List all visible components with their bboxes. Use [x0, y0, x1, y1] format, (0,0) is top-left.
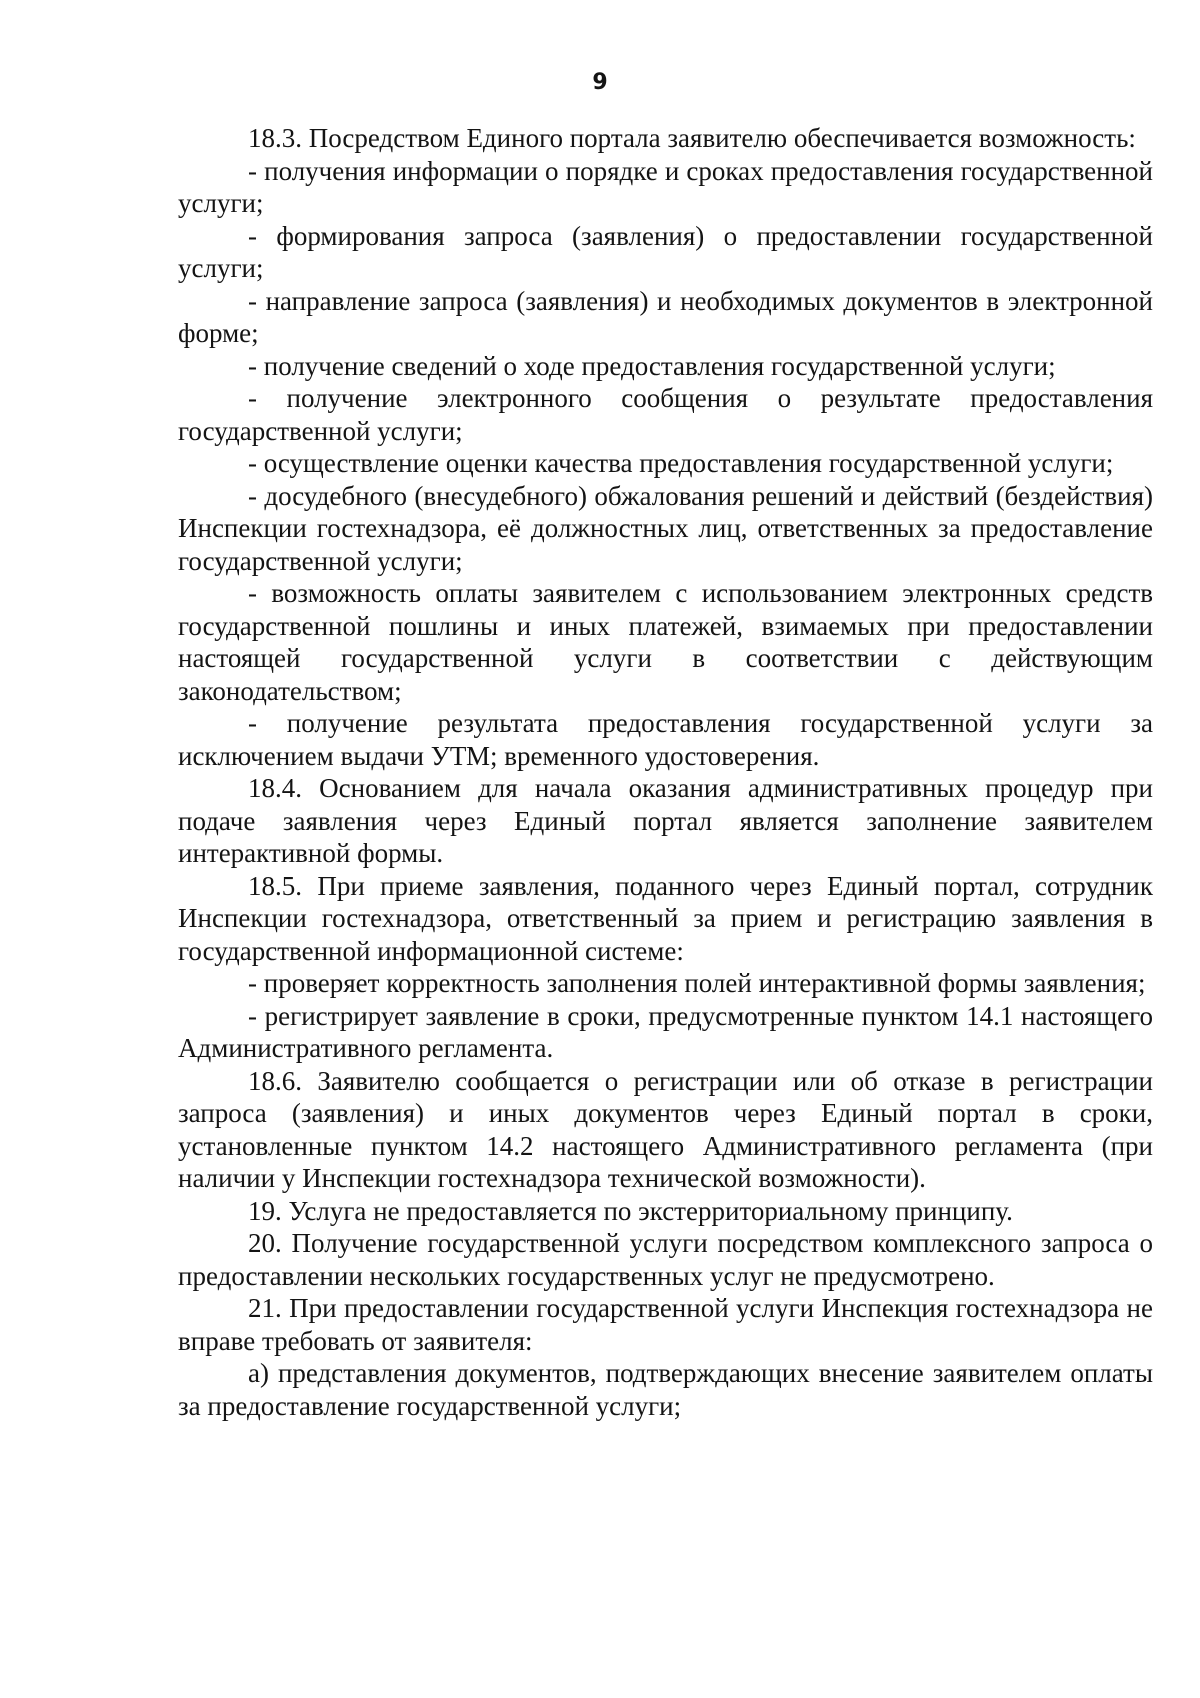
- list-item: - получение результата предоставления государственной услуги за исключением выдачи УТМ; временного удостоверения.: [178, 708, 1153, 771]
- list-item: - возможность оплаты заявителем с использованием электронных средств государственной пошлины и иных платежей, взимаемых при предоставлении настоящей государственной услуги в соответствии с действующим законодательством;: [178, 578, 1153, 706]
- list-item: - получение сведений о ходе предоставления государственной услуги;: [248, 350, 1056, 381]
- document-body: [178, 122, 1153, 1422]
- list-item: - направление запроса (заявления) и необходимых документов в электронной форме;: [178, 285, 1153, 348]
- list-item: а) представления документов, подтверждающих внесение заявителем оплаты за предоставление государственной услуги;: [178, 1358, 1153, 1421]
- list-item: - получение электронного сообщения о результате предоставления государственной услуги;: [178, 383, 1153, 446]
- list-item: - получения информации о порядке и сроках предоставления государственной услуги;: [178, 155, 1153, 218]
- list-item: - осуществление оценки качества предоставления государственной услуги;: [248, 448, 1114, 478]
- list-item: - формирования запроса (заявления) о предоставлении государственной услуги;: [178, 220, 1153, 283]
- paragraph-19: 19. Услуга не предоставляется по экстерриториальному принципу.: [248, 1195, 1013, 1226]
- paragraph-18-6: 18.6. Заявителю сообщается о регистрации или об отказе в регистрации запроса (заявления) и иных документов через Единый портал в сроки, установленные пунктом 14.2 настоящего Административного регламента (при наличии у Инспекции гостехнадзора технической возможности).: [178, 1065, 1153, 1193]
- paragraph-20: 20. Получение государственной услуги посредством комплексного запроса о предоставлении нескольких государственных услуг не предусмотрено.: [178, 1228, 1153, 1291]
- paragraph-21: 21. При предоставлении государственной услуги Инспекция гостехнадзора не вправе требовать от заявителя:: [178, 1293, 1153, 1356]
- page-number: 9: [592, 70, 608, 95]
- paragraph-18-5: 18.5. При приеме заявления, поданного через Единый портал, сотрудник Инспекции гостехнадзора, ответственный за прием и регистрацию заявления в государственной информационной системе:: [178, 870, 1153, 966]
- paragraph-18-4: 18.4. Основанием для начала оказания административных процедур при подаче заявления через Единый портал является заполнение заявителем интерактивной формы.: [178, 773, 1153, 868]
- paragraph-18-3: 18.3. Посредством Единого портала заявителю обеспечивается возможность:: [248, 123, 1136, 153]
- list-item: - регистрирует заявление в сроки, предусмотренные пунктом 14.1 настоящего Административного регламента.: [178, 1000, 1153, 1063]
- list-item: - досудебного (внесудебного) обжалования решений и действий (бездействия) Инспекции гостехнадзора, её должностных лиц, ответственных за предоставление государственной услуги;: [178, 480, 1153, 576]
- list-item: - проверяет корректность заполнения полей интерактивной формы заявления;: [248, 968, 1146, 998]
